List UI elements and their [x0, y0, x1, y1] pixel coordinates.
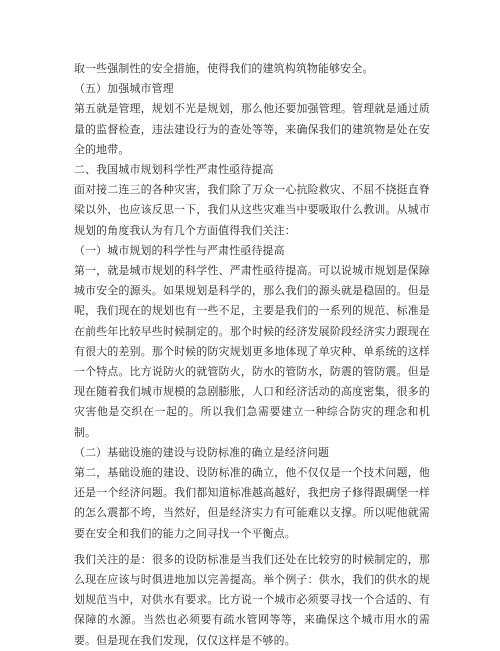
chapter-heading-2: 二、我国城市规划科学性严肃性亟待提高 [74, 163, 274, 177]
paragraph-economic-issue: 第二，基础设施的建设、设防标准的确立，他不仅仅是一个技术问题，他还是一个经济问题。我们都知道标准越高越好，我把房子修得跟碉堡一样的怎么震都不垮，当然好，但是经济实力有可能难以支撑。所以呢他就需要在安全和我们的能力之间寻找一个平衡点。 [74, 466, 430, 540]
section-heading-2: （二）基础设施的建设与设防标准的确立是经济问题 [74, 445, 330, 459]
paragraph-scientific-planning: 第一，就是城市规划的科学性、严肃性亟待提高。可以说城市规划是保障城市安全的源头。如果规划是科学的，那么我们的源头就是稳固的。但是呢，我们现在的规划也有一些不足，主要是我们的一系列的规范、标准是在前些年比较早些时候制定的。那个时候的经济发展阶段经济实力跟现在有很大的差别。那个时候的防灾规划更多地体现了单灾种、单系统的这样一个特点。比方说防火的就管防火，防水的管防水，防震的管防震。但是现在随着我们城市规模的急剧膨胀，人口和经济活动的高度密集，很多的灾害他是交织在一起的。所以我们急需要建立一种综合防灾的理念和机制。 [74, 264, 430, 439]
section-heading-1: （一）城市规划的科学性与严肃性亟待提高 [74, 243, 285, 257]
paragraph-water-supply: 我们关注的是：很多的设防标准是当我们还处在比较穷的时候制定的，那么现在应该与时俱进地加以完善提高。举个例子：供水，我们的供水的规划规范当中，对供水有要求。比方说一个城市必须要寻找一个合适的、有保障的水源。当然也必须要有疏水管网等等，来确保这个城市用水的需要。但是现在我们发现，仅仅这样是不够的。 [74, 552, 430, 647]
paragraph-reflection: 面对接二连三的各种灾害，我们除了万众一心抗险救灾、不屈不挠挺直脊梁以外，也应该反思一下，我们从这些灾难当中要吸取什么教训。从城市规划的角度我认为有几个方面值得我们关注： [74, 183, 430, 237]
section-heading-5: （五）加强城市管理 [74, 82, 174, 96]
paragraph-management: 第五就是管理，规划不光是规划，那么他还要加强管理。管理就是通过质量的监督检查，违法建设行为的查处等等，来确保我们的建筑物是处在安全的地带。 [74, 102, 430, 156]
paragraph-intro-fragment: 取一些强制性的安全措施，使得我们的建筑构筑物能够安全。 [74, 62, 374, 75]
document-body [74, 59, 430, 651]
